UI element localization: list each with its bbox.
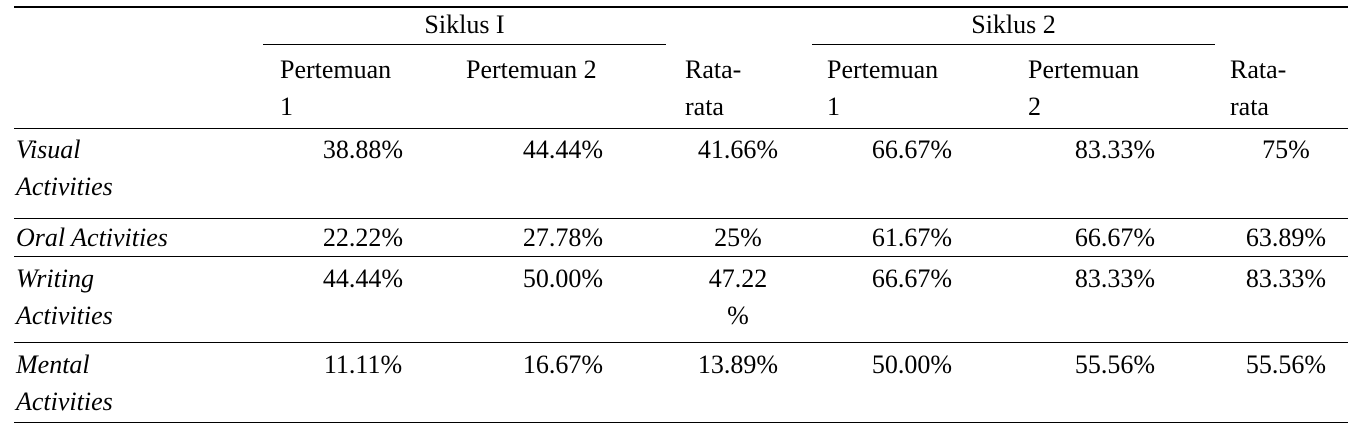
cell-writing-s2-p1: 66.67% [871, 264, 953, 293]
header-s1-pertemuan-2: Pertemuan 2 [466, 55, 597, 84]
cell-visual-s2-p1: 66.67% [871, 135, 953, 164]
siklus-1-underline [263, 44, 666, 45]
cell-mental-s2-avg: 55.56% [1245, 350, 1327, 379]
row-rule-3 [14, 342, 1348, 343]
cell-visual-s1-p1: 38.88% [322, 135, 404, 164]
cell-mental-s2-p2: 55.56% [1074, 350, 1156, 379]
cell-visual-s2-p2: 83.33% [1074, 135, 1156, 164]
cell-mental-s1-p1: 11.11% [323, 350, 403, 379]
cell-visual-s1-p2: 44.44% [522, 135, 604, 164]
row-label-visual: Visual Activities [16, 135, 113, 201]
header-siklus-1: Siklus I [424, 10, 505, 39]
cell-oral-s2-p2: 66.67% [1074, 223, 1156, 252]
row-label-mental: Mental Activities [16, 350, 113, 416]
cell-writing-s2-p2: 83.33% [1074, 264, 1156, 293]
table-bottom-rule [14, 422, 1348, 423]
row-label-oral: Oral Activities [16, 223, 168, 252]
header-s2-pertemuan-1: Pertemuan 1 [827, 55, 939, 121]
header-s2-pertemuan-2: Pertemuan 2 [1028, 55, 1140, 121]
cell-writing-s1-avg: 47.22 % [708, 264, 768, 330]
cell-writing-s1-p2: 50.00% [522, 264, 604, 293]
cell-writing-s2-avg: 83.33% [1245, 264, 1327, 293]
header-s1-pertemuan-1: Pertemuan 1 [280, 55, 392, 121]
cell-writing-s1-p1: 44.44% [322, 264, 404, 293]
cell-mental-s2-p1: 50.00% [871, 350, 953, 379]
cell-oral-s2-p1: 61.67% [871, 223, 953, 252]
cell-oral-s1-avg: 25% [714, 223, 762, 252]
header-s1-rata-rata: Rata- rata [685, 55, 742, 121]
row-label-writing: Writing Activities [16, 264, 113, 330]
cell-mental-s1-p2: 16.67% [522, 350, 604, 379]
cell-oral-s2-avg: 63.89% [1245, 223, 1327, 252]
cell-visual-s2-avg: 75% [1262, 135, 1310, 164]
cell-oral-s1-p1: 22.22% [322, 223, 404, 252]
header-siklus-2: Siklus 2 [971, 10, 1056, 39]
cell-mental-s1-avg: 13.89% [697, 350, 779, 379]
row-rule-2 [14, 256, 1348, 257]
cell-visual-s1-avg: 41.66% [697, 135, 779, 164]
siklus-2-underline [812, 44, 1215, 45]
header-s2-rata-rata: Rata- rata [1230, 55, 1287, 121]
header-bottom-rule [14, 128, 1348, 129]
cell-oral-s1-p2: 27.78% [522, 223, 604, 252]
